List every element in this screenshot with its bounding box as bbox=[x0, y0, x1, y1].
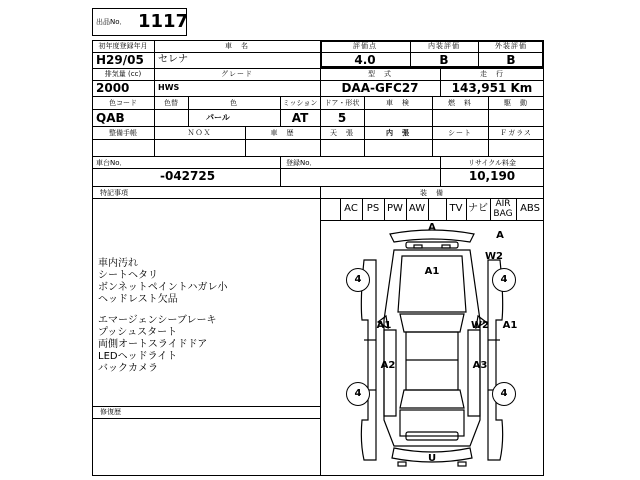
sunroof-label: 天 張 bbox=[330, 129, 354, 137]
equip-navi: ナビ bbox=[468, 203, 488, 214]
displacement-label: 排気量 (cc) bbox=[104, 70, 142, 78]
recycle-label: リサイクル料金 bbox=[467, 159, 517, 167]
reg-year-label: 初年度登録年月 bbox=[98, 42, 148, 50]
reg-no-label: 登録No． bbox=[286, 159, 317, 167]
transmission-label: ミッション bbox=[282, 99, 318, 107]
note-line: LEDヘッドライト bbox=[98, 351, 178, 362]
repair-label: 修復歴 bbox=[100, 408, 121, 416]
fuel-label: 燃 料 bbox=[448, 99, 472, 107]
tire-rear-right: 4 bbox=[492, 382, 516, 406]
mark-right-a1: A1 bbox=[502, 320, 518, 331]
mark-right-rear: A3 bbox=[472, 360, 488, 371]
maintenance-label: 整備手帳 bbox=[109, 129, 137, 137]
model-label: 車 名 bbox=[225, 42, 249, 50]
mileage-label: 走 行 bbox=[480, 70, 504, 78]
mark-right-w2: W2 bbox=[471, 320, 489, 331]
drive-label: 駆 動 bbox=[504, 99, 528, 107]
note-line: 車内汚れ bbox=[98, 258, 138, 269]
equip-ps: PS bbox=[366, 203, 380, 214]
mark-left-rear: A2 bbox=[380, 360, 396, 371]
tire-front-right: 4 bbox=[492, 268, 516, 292]
color-label: 色 bbox=[230, 99, 238, 107]
car-damage-diagram bbox=[320, 220, 544, 476]
interior-value: B bbox=[439, 53, 449, 67]
note-line: 両側オートスライドドア bbox=[98, 339, 208, 350]
type-label: 型 式 bbox=[368, 70, 392, 78]
mark-bottom: U bbox=[427, 453, 437, 464]
chassis-value: -042725 bbox=[160, 169, 216, 183]
equip-aw: AW bbox=[408, 203, 426, 214]
mileage-value: 143,951 Km bbox=[451, 81, 533, 95]
history-label: 車 歴 bbox=[270, 129, 295, 137]
note-line: ヘッドレスト欠品 bbox=[98, 294, 178, 305]
type-value: DAA-GFC27 bbox=[341, 81, 419, 95]
equip-airbag-line1: AIR bbox=[495, 199, 511, 209]
equip-abs: ABS bbox=[520, 203, 540, 214]
reg-year-value: H29/05 bbox=[96, 53, 144, 67]
glass-label: Ｆガラス bbox=[500, 129, 532, 137]
transmission-value: AT bbox=[291, 111, 309, 125]
tire-rear-left: 4 bbox=[346, 382, 370, 406]
grade-label: グレード bbox=[221, 70, 253, 78]
color-code-value: QAB bbox=[96, 111, 125, 125]
chassis-label: 車台No． bbox=[96, 159, 127, 167]
interior-trim-label: 内 張 bbox=[386, 129, 410, 137]
interior-label: 内装評価 bbox=[428, 42, 460, 50]
listing-number: 1117 bbox=[138, 11, 189, 32]
doors-label: ドア・形状 bbox=[324, 99, 360, 107]
exterior-label: 外装評価 bbox=[495, 42, 527, 50]
color-change-label: 色替 bbox=[164, 99, 178, 107]
tire-front-left: 4 bbox=[346, 268, 370, 292]
equipment-label: 装 備 bbox=[420, 189, 444, 197]
listing-number-label: 出品No． bbox=[96, 18, 127, 26]
note-line: エマージェンシーブレーキ bbox=[98, 315, 217, 326]
mark-front-right: A bbox=[496, 230, 504, 241]
seat-label: シート bbox=[448, 129, 472, 137]
note-line: シートヘタリ bbox=[98, 270, 158, 281]
score-value: 4.0 bbox=[354, 53, 376, 67]
doors-value: 5 bbox=[337, 111, 347, 125]
equip-ac: AC bbox=[344, 203, 358, 214]
nox-label: ＮＯＸ bbox=[187, 129, 212, 137]
score-label: 評価点 bbox=[353, 42, 377, 50]
equip-pw: PW bbox=[387, 203, 403, 214]
note-line: ボンネットペイントハガレ小 bbox=[98, 282, 228, 293]
mark-front: A bbox=[428, 222, 436, 233]
mark-w2-top: W2 bbox=[485, 251, 503, 262]
notes-label: 特記事項 bbox=[100, 189, 128, 197]
color-code-label: 色コード bbox=[109, 99, 137, 107]
exterior-value: B bbox=[506, 53, 516, 67]
inspection-label: 車 検 bbox=[386, 99, 410, 107]
color-value: パール bbox=[206, 113, 230, 122]
note-line: プッシュスタート bbox=[98, 327, 178, 338]
equip-tv: TV bbox=[449, 203, 463, 214]
recycle-value: 10,190 bbox=[468, 169, 516, 183]
mark-hood: A1 bbox=[424, 266, 440, 277]
grade-value: HWS bbox=[158, 83, 180, 92]
note-line: バックカメラ bbox=[98, 363, 158, 374]
model-value: セレナ bbox=[158, 54, 188, 65]
displacement-value: 2000 bbox=[96, 81, 130, 95]
mark-left-door: A1 bbox=[376, 320, 392, 331]
equip-airbag-line2: BAG bbox=[493, 209, 513, 219]
